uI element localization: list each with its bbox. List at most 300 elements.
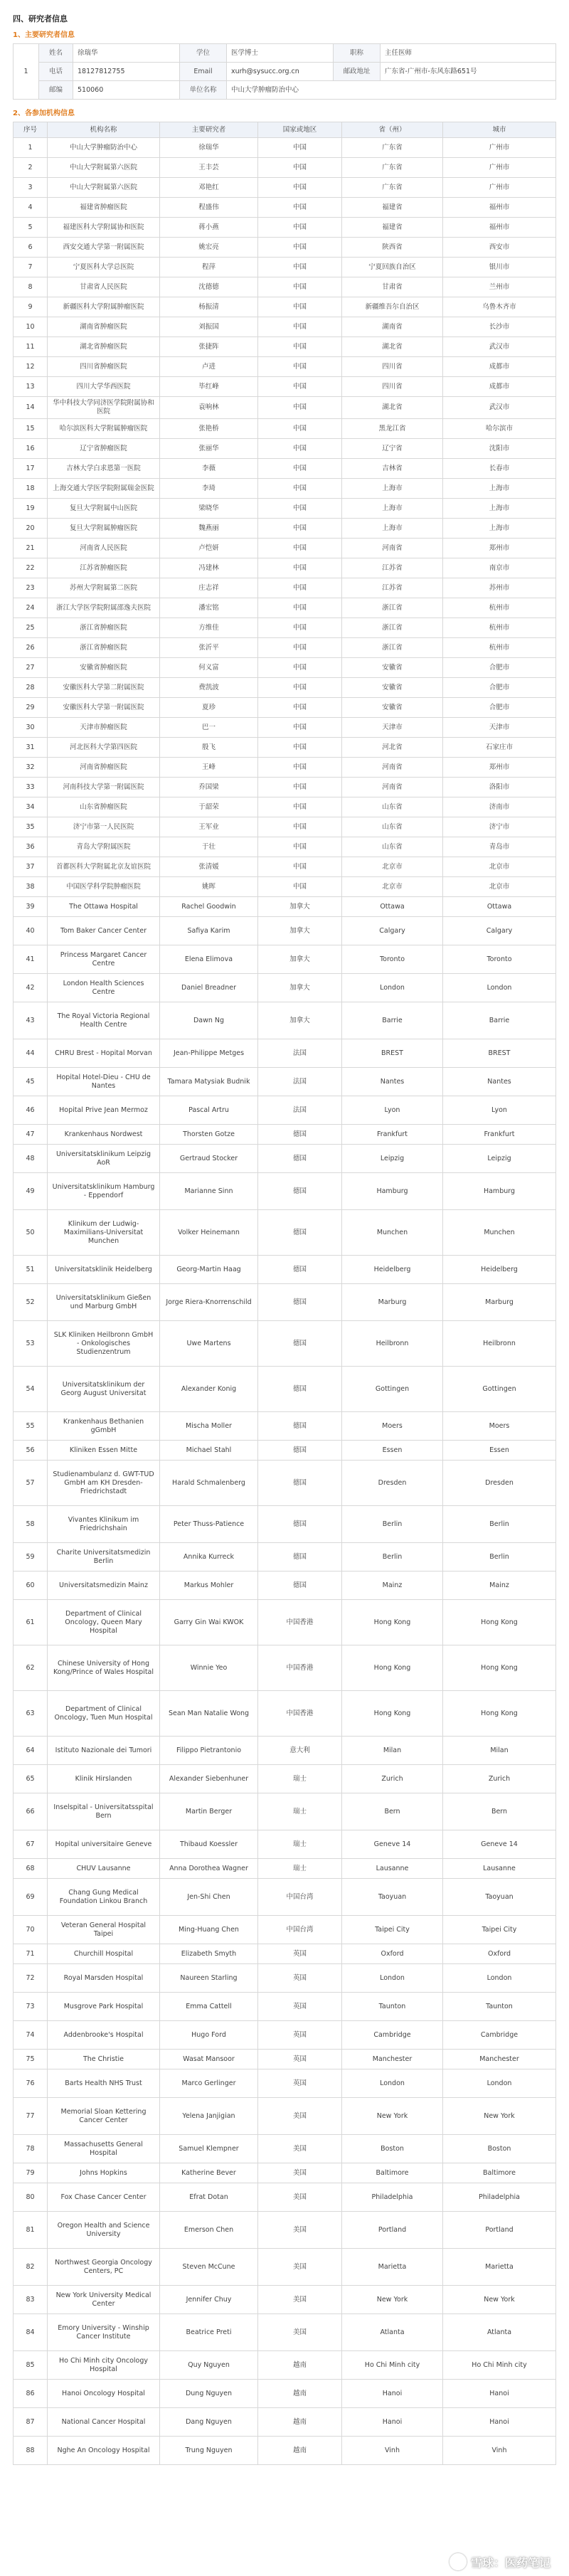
site-city: 济宁市 <box>443 817 556 837</box>
site-name: Klinik Hirslanden <box>48 1765 160 1793</box>
site-province: 上海市 <box>342 519 443 539</box>
table-row <box>14 2069 556 2098</box>
site-name: Royal Marsden Hospital <box>48 1964 160 1993</box>
site-city: Heilbronn <box>443 1321 556 1367</box>
site-country: 德国 <box>258 1461 342 1506</box>
site-index: 79 <box>14 2163 48 2183</box>
table-row <box>14 1543 556 1571</box>
site-province: 天津市 <box>342 718 443 738</box>
site-name: 华中科技大学同济医学院附属协和医院 <box>48 397 160 419</box>
site-pi: 刘振国 <box>160 317 258 337</box>
site-city: Hanoi <box>443 2408 556 2437</box>
site-city: 天津市 <box>443 718 556 738</box>
site-index: 40 <box>14 917 48 945</box>
site-index: 27 <box>14 658 48 678</box>
site-province: 新疆维吾尔自治区 <box>342 297 443 317</box>
table-row <box>14 178 556 198</box>
site-country: 德国 <box>258 1571 342 1600</box>
site-province: 北京市 <box>342 877 443 897</box>
site-province: 河北省 <box>342 738 443 758</box>
table-row <box>14 1068 556 1096</box>
site-name: 中国医学科学院肿瘤医院 <box>48 877 160 897</box>
site-index: 1 <box>14 138 48 158</box>
site-country: 美国 <box>258 2286 342 2314</box>
site-name: 河南省人民医院 <box>48 539 160 558</box>
site-province: New York <box>342 2286 443 2314</box>
site-city: Baltimore <box>443 2163 556 2183</box>
site-index: 19 <box>14 499 48 519</box>
site-pi: 梁晓华 <box>160 499 258 519</box>
site-pi: Dawn Ng <box>160 1002 258 1039</box>
site-province: Vinh <box>342 2437 443 2465</box>
site-pi: Mischa Moller <box>160 1412 258 1441</box>
table-row <box>14 2286 556 2314</box>
site-city: Geneve 14 <box>443 1830 556 1859</box>
site-name: 河南科技大学第一附属医院 <box>48 778 160 797</box>
site-country: 中国 <box>258 397 342 419</box>
site-country: 德国 <box>258 1412 342 1441</box>
site-name: 浙江省肿瘤医院 <box>48 618 160 638</box>
site-province: Bern <box>342 1793 443 1830</box>
site-name: 安徽医科大学第二附属医院 <box>48 678 160 698</box>
site-country: 中国 <box>258 459 342 479</box>
site-pi: Quy Nguyen <box>160 2351 258 2380</box>
site-name: 天津市肿瘤医院 <box>48 718 160 738</box>
site-city: 成都市 <box>443 357 556 377</box>
table-row <box>14 678 556 698</box>
site-country: 英国 <box>258 2021 342 2050</box>
site-pi: 杨振清 <box>160 297 258 317</box>
site-province: Boston <box>342 2135 443 2163</box>
site-index: 56 <box>14 1441 48 1461</box>
site-name: Studienambulanz d. GWT-TUD GmbH am KH Dresden-Friedrichstadt <box>48 1461 160 1506</box>
site-city: 沈阳市 <box>443 439 556 459</box>
site-pi: Elena Elimova <box>160 945 258 974</box>
section-title: 四、研究者信息 <box>13 14 68 23</box>
site-country: 中国 <box>258 797 342 817</box>
site-province: Cambridge <box>342 2021 443 2050</box>
site-city: 上海市 <box>443 519 556 539</box>
site-province: 吉林省 <box>342 459 443 479</box>
table-row <box>14 2135 556 2163</box>
site-country: 越南 <box>258 2380 342 2408</box>
site-name: 浙江省肿瘤医院 <box>48 638 160 658</box>
site-index: 44 <box>14 1039 48 1068</box>
site-pi: 姚晖 <box>160 877 258 897</box>
site-city: Hong Kong <box>443 1600 556 1645</box>
site-city: New York <box>443 2098 556 2135</box>
site-province: Hanoi <box>342 2380 443 2408</box>
site-country: 加拿大 <box>258 897 342 917</box>
site-pi: 张沂平 <box>160 638 258 658</box>
site-country: 美国 <box>258 2098 342 2135</box>
site-city: Gottingen <box>443 1367 556 1412</box>
table-row <box>14 1412 556 1441</box>
site-province: 广东省 <box>342 158 443 178</box>
site-city: Berlin <box>443 1543 556 1571</box>
site-index: 37 <box>14 857 48 877</box>
site-pi: 于韶荣 <box>160 797 258 817</box>
site-city: 济南市 <box>443 797 556 817</box>
site-name: 浙江大学医学院附属邵逸夫医院 <box>48 598 160 618</box>
site-city: Bern <box>443 1793 556 1830</box>
table-row <box>14 377 556 397</box>
site-name: 河南省肿瘤医院 <box>48 758 160 778</box>
table-row <box>14 857 556 877</box>
site-city: 武汉市 <box>443 337 556 357</box>
site-name: Hopital Hotel-Dieu - CHU de Nantes <box>48 1068 160 1096</box>
site-province: Hong Kong <box>342 1691 443 1737</box>
site-name: Tom Baker Cancer Center <box>48 917 160 945</box>
site-province: 北京市 <box>342 857 443 877</box>
site-country: 德国 <box>258 1173 342 1210</box>
site-pi: Katherine Bever <box>160 2163 258 2183</box>
site-country: 英国 <box>258 1993 342 2021</box>
col-header: 主要研究者 <box>160 122 258 138</box>
site-country: 中国 <box>258 817 342 837</box>
site-pi: 殷飞 <box>160 738 258 758</box>
site-pi: Daniel Breadner <box>160 974 258 1002</box>
site-country: 中国香港 <box>258 1645 342 1691</box>
table-row <box>14 1145 556 1173</box>
site-province: 广东省 <box>342 178 443 198</box>
site-city: 合肥市 <box>443 698 556 718</box>
site-pi: Filippo Pietrantonio <box>160 1737 258 1765</box>
site-index: 17 <box>14 459 48 479</box>
table-row <box>14 2021 556 2050</box>
pi-subtitle: 1、主要研究者信息 <box>13 31 75 39</box>
site-pi: 张艳桥 <box>160 419 258 439</box>
site-index: 67 <box>14 1830 48 1859</box>
site-index: 77 <box>14 2098 48 2135</box>
site-province: Essen <box>342 1441 443 1461</box>
site-pi: 卢进 <box>160 357 258 377</box>
site-province: 河南省 <box>342 778 443 797</box>
site-city: Moers <box>443 1412 556 1441</box>
site-city: 乌鲁木齐市 <box>443 297 556 317</box>
site-city: Marburg <box>443 1284 556 1321</box>
site-province: 辽宁省 <box>342 439 443 459</box>
table-row <box>14 238 556 258</box>
site-index: 88 <box>14 2437 48 2465</box>
site-city: Atlanta <box>443 2314 556 2351</box>
site-index: 16 <box>14 439 48 459</box>
site-country: 中国 <box>258 718 342 738</box>
site-country: 法国 <box>258 1068 342 1096</box>
table-row <box>14 258 556 277</box>
site-country: 中国 <box>258 337 342 357</box>
site-index: 69 <box>14 1879 48 1916</box>
site-province: Berlin <box>342 1506 443 1543</box>
site-pi: 徐瑞华 <box>160 138 258 158</box>
table-row <box>14 817 556 837</box>
site-index: 42 <box>14 974 48 1002</box>
site-city: 杭州市 <box>443 598 556 618</box>
site-name: 江苏省肿瘤医院 <box>48 558 160 578</box>
site-pi: Georg-Martin Haag <box>160 1256 258 1284</box>
table-row <box>14 419 556 439</box>
site-province: Oxford <box>342 1944 443 1964</box>
table-row <box>14 1737 556 1765</box>
site-name: Emory University - Winship Cancer Institute <box>48 2314 160 2351</box>
site-pi: 冯建林 <box>160 558 258 578</box>
col-header: 序号 <box>14 122 48 138</box>
site-name: Memorial Sloan Kettering Cancer Center <box>48 2098 160 2135</box>
pi-name-label: 姓名 <box>39 44 73 63</box>
table-row <box>14 158 556 178</box>
site-index: 66 <box>14 1793 48 1830</box>
site-name: Hopital universitaire Geneve <box>48 1830 160 1859</box>
table-row <box>14 539 556 558</box>
site-name: Addenbrooke's Hospital <box>48 2021 160 2050</box>
table-row <box>14 459 556 479</box>
site-country: 美国 <box>258 2135 342 2163</box>
site-city: 兰州市 <box>443 277 556 297</box>
sites-subtitle: 2、各参加机构信息 <box>13 110 75 117</box>
site-index: 61 <box>14 1600 48 1645</box>
site-pi: 庄志祥 <box>160 578 258 598</box>
site-name: Department of Clinical Oncology, Queen Mary Hospital <box>48 1600 160 1645</box>
site-index: 20 <box>14 519 48 539</box>
site-province: Lausanne <box>342 1859 443 1879</box>
site-pi: Martin Berger <box>160 1793 258 1830</box>
site-country: 中国 <box>258 158 342 178</box>
table-row <box>14 1830 556 1859</box>
site-pi: Winnie Yeo <box>160 1645 258 1691</box>
site-index: 75 <box>14 2050 48 2069</box>
site-country: 中国 <box>258 377 342 397</box>
table-row <box>14 1321 556 1367</box>
table-row <box>14 758 556 778</box>
site-province: London <box>342 2069 443 2098</box>
site-name: 四川省肿瘤医院 <box>48 357 160 377</box>
table-row <box>14 718 556 738</box>
site-city: Essen <box>443 1441 556 1461</box>
site-index: 70 <box>14 1916 48 1944</box>
table-row <box>14 2249 556 2286</box>
site-city: Taunton <box>443 1993 556 2021</box>
site-country: 中国 <box>258 519 342 539</box>
table-row <box>14 1125 556 1145</box>
site-name: Northwest Georgia Oncology Centers, PC <box>48 2249 160 2286</box>
table-row <box>14 2408 556 2437</box>
site-province: Dresden <box>342 1461 443 1506</box>
site-province: BREST <box>342 1039 443 1068</box>
site-province: 湖南省 <box>342 317 443 337</box>
site-pi: Tamara Matysiak Budnik <box>160 1068 258 1096</box>
site-pi: Annika Kurreck <box>160 1543 258 1571</box>
table-row <box>14 1600 556 1645</box>
site-province: Toronto <box>342 945 443 974</box>
site-city: Dresden <box>443 1461 556 1506</box>
sites-table <box>13 122 556 2465</box>
table-row <box>14 1461 556 1506</box>
site-name: Princess Margaret Cancer Centre <box>48 945 160 974</box>
site-index: 50 <box>14 1210 48 1256</box>
site-pi: Thibaud Koessler <box>160 1830 258 1859</box>
site-country: 中国台湾 <box>258 1916 342 1944</box>
site-country: 中国 <box>258 499 342 519</box>
site-city: 西安市 <box>443 238 556 258</box>
site-pi: 于壮 <box>160 837 258 857</box>
site-city: 成都市 <box>443 377 556 397</box>
site-country: 中国 <box>258 857 342 877</box>
site-index: 12 <box>14 357 48 377</box>
pi-zip-label: 邮编 <box>39 81 73 100</box>
site-pi: Wasat Mansoor <box>160 2050 258 2069</box>
table-row <box>14 218 556 238</box>
site-city: 武汉市 <box>443 397 556 419</box>
site-city: 福州市 <box>443 198 556 218</box>
site-city: Oxford <box>443 1944 556 1964</box>
site-index: 74 <box>14 2021 48 2050</box>
site-province: 湖北省 <box>342 337 443 357</box>
site-name: Krankenhaus Nordwest <box>48 1125 160 1145</box>
site-city: 广州市 <box>443 138 556 158</box>
table-row <box>14 1173 556 1210</box>
site-province: Nantes <box>342 1068 443 1096</box>
table-row <box>14 837 556 857</box>
site-city: 上海市 <box>443 479 556 499</box>
site-pi: 魏燕丽 <box>160 519 258 539</box>
site-province: Calgary <box>342 917 443 945</box>
site-country: 法国 <box>258 1096 342 1125</box>
site-city: 洛阳市 <box>443 778 556 797</box>
site-province: 安徽省 <box>342 698 443 718</box>
site-index: 68 <box>14 1859 48 1879</box>
site-country: 中国 <box>258 658 342 678</box>
site-country: 美国 <box>258 2212 342 2249</box>
site-index: 59 <box>14 1543 48 1571</box>
site-country: 中国 <box>258 317 342 337</box>
site-province: 四川省 <box>342 357 443 377</box>
site-index: 52 <box>14 1284 48 1321</box>
site-pi: Yelena Janjigian <box>160 2098 258 2135</box>
site-country: 德国 <box>258 1210 342 1256</box>
site-pi: 夏珍 <box>160 698 258 718</box>
site-country: 中国 <box>258 439 342 459</box>
site-index: 31 <box>14 738 48 758</box>
site-name: Universitatsklinik Heidelberg <box>48 1256 160 1284</box>
site-country: 德国 <box>258 1256 342 1284</box>
pi-row <box>14 63 556 81</box>
site-city: Toronto <box>443 945 556 974</box>
site-country: 中国 <box>258 238 342 258</box>
site-index: 28 <box>14 678 48 698</box>
site-pi: Alexander Konig <box>160 1367 258 1412</box>
site-city: Heidelberg <box>443 1256 556 1284</box>
site-pi: Jean-Philippe Metges <box>160 1039 258 1068</box>
site-province: 宁夏回族自治区 <box>342 258 443 277</box>
site-name: National Cancer Hospital <box>48 2408 160 2437</box>
site-province: Manchester <box>342 2050 443 2069</box>
site-pi: Garry Gin Wai KWOK <box>160 1600 258 1645</box>
site-province: Taunton <box>342 1993 443 2021</box>
site-country: 中国 <box>258 877 342 897</box>
site-index: 21 <box>14 539 48 558</box>
pi-unit: 中山大学肿瘤防治中心 <box>227 81 556 100</box>
site-pi: Elizabeth Smyth <box>160 1944 258 1964</box>
site-city: Hong Kong <box>443 1645 556 1691</box>
site-name: Nghe An Oncology Hospital <box>48 2437 160 2465</box>
site-index: 82 <box>14 2249 48 2286</box>
site-name: Vivantes Klinikum im Friedrichshain <box>48 1506 160 1543</box>
table-row <box>14 558 556 578</box>
site-name: Chinese University of Hong Kong/Prince of Wales Hospital <box>48 1645 160 1691</box>
site-pi: 程盛伟 <box>160 198 258 218</box>
site-index: 35 <box>14 817 48 837</box>
site-pi: 张清媛 <box>160 857 258 877</box>
site-province: Ottawa <box>342 897 443 917</box>
table-row <box>14 138 556 158</box>
pi-zip: 510060 <box>73 81 180 100</box>
site-country: 中国 <box>258 297 342 317</box>
site-province: Munchen <box>342 1210 443 1256</box>
site-country: 英国 <box>258 2050 342 2069</box>
site-name: Ho Chi Minh city Oncology Hospital <box>48 2351 160 2380</box>
site-city: 广州市 <box>443 178 556 198</box>
site-city: Taipei City <box>443 1916 556 1944</box>
site-city: Calgary <box>443 917 556 945</box>
table-row <box>14 519 556 539</box>
table-row <box>14 917 556 945</box>
site-pi: 张捷阵 <box>160 337 258 357</box>
table-row <box>14 1765 556 1793</box>
col-header: 机构名称 <box>48 122 160 138</box>
site-name: The Ottawa Hospital <box>48 897 160 917</box>
table-row <box>14 658 556 678</box>
site-country: 中国 <box>258 258 342 277</box>
site-name: London Health Sciences Centre <box>48 974 160 1002</box>
table-row <box>14 397 556 419</box>
site-name: Inselspital - Universitatsspital Bern <box>48 1793 160 1830</box>
table-row <box>14 479 556 499</box>
site-city: 石家庄市 <box>443 738 556 758</box>
site-index: 13 <box>14 377 48 397</box>
pi-table <box>13 43 556 100</box>
site-pi: Jennifer Chuy <box>160 2286 258 2314</box>
site-pi: 费凯波 <box>160 678 258 698</box>
site-index: 49 <box>14 1173 48 1210</box>
site-province: Zurich <box>342 1765 443 1793</box>
site-index: 32 <box>14 758 48 778</box>
site-pi: 蒋小燕 <box>160 218 258 238</box>
site-country: 英国 <box>258 1944 342 1964</box>
site-index: 80 <box>14 2183 48 2212</box>
pi-email-label: Email <box>180 63 227 81</box>
site-province: Ho Chi Minh city <box>342 2351 443 2380</box>
table-row <box>14 945 556 974</box>
table-row <box>14 738 556 758</box>
site-country: 意大利 <box>258 1737 342 1765</box>
site-index: 63 <box>14 1691 48 1737</box>
site-province: Heidelberg <box>342 1256 443 1284</box>
table-row <box>14 357 556 377</box>
site-name: Fox Chase Cancer Center <box>48 2183 160 2212</box>
site-country: 瑞士 <box>258 1859 342 1879</box>
table-row <box>14 2351 556 2380</box>
site-province: Hong Kong <box>342 1600 443 1645</box>
site-index: 36 <box>14 837 48 857</box>
site-province: 山东省 <box>342 797 443 817</box>
site-name: 甘肃省人民医院 <box>48 277 160 297</box>
site-province: Moers <box>342 1412 443 1441</box>
site-index: 85 <box>14 2351 48 2380</box>
site-city: Frankfurt <box>443 1125 556 1145</box>
site-pi: 沈德德 <box>160 277 258 297</box>
table-row <box>14 778 556 797</box>
site-name: Veteran General Hospital Taipei <box>48 1916 160 1944</box>
